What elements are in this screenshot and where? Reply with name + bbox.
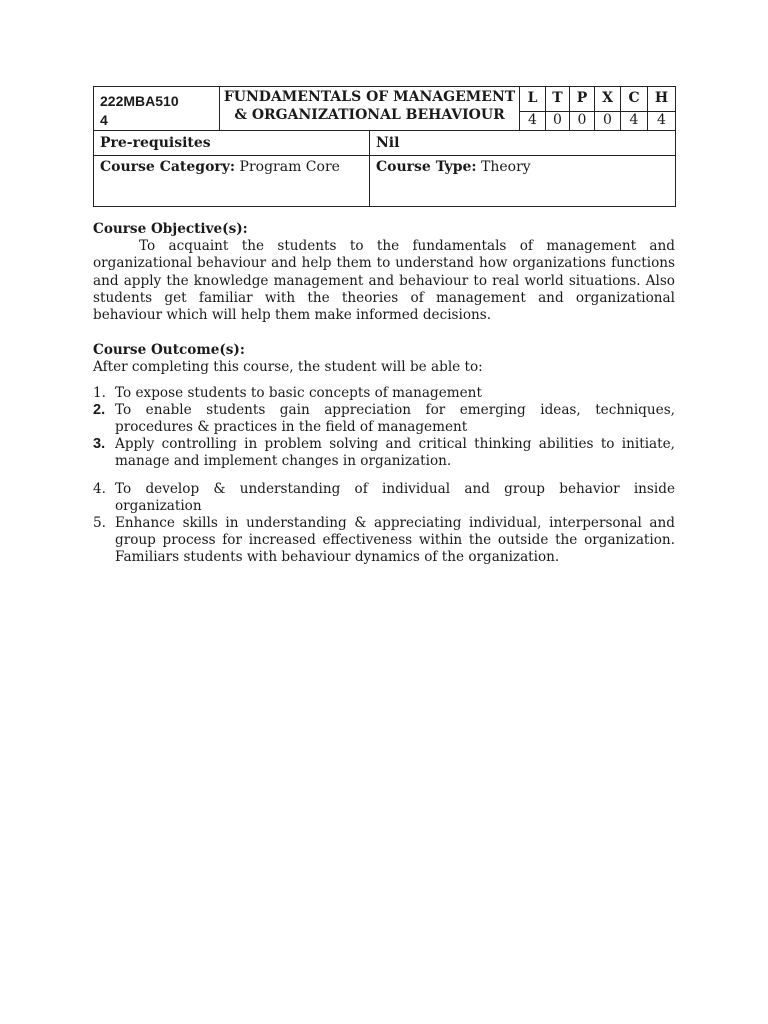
list-item — [93, 385, 675, 402]
course-category-label: Course Category: — [100, 159, 236, 175]
course-code — [94, 87, 220, 131]
course-type-value: Theory — [476, 159, 531, 175]
course-outcome-heading: Course Outcome(s): — [93, 342, 245, 359]
list-item-number: 3. — [93, 436, 106, 453]
list-item-text: Apply controlling in problem solving and critical thinking abilities to initiate, manage and implement changes in organization. — [115, 436, 675, 470]
ltp-label-c: C — [621, 87, 648, 112]
ltp-value-p: 0 — [570, 112, 595, 131]
ltp-label-l: L — [520, 87, 546, 112]
course-outcome-section — [93, 342, 675, 566]
list-item — [93, 402, 675, 436]
course-title-line1: FUNDAMENTALS OF MANAGEMENT — [223, 89, 516, 105]
ltp-label-h: H — [648, 87, 676, 112]
ltp-value-x: 0 — [595, 112, 621, 131]
list-item-text: To expose students to basic concepts of management — [115, 384, 482, 401]
course-header-table — [93, 86, 676, 207]
list-item-number: 5. — [93, 515, 106, 532]
course-code-line1: 222MBA510 — [100, 93, 179, 109]
course-outcome-intro: After completing this course, the student will be able to: — [93, 359, 483, 376]
course-code-line2: 4 — [100, 112, 108, 128]
course-objective-text: To acquaint the students to the fundamentals of management and organizational behaviour and help them to understand how organizations functions and apply the knowledge management and behaviour to real world situations. Also students get familiar with the theories of management and organizational behaviour which will help them make informed decisions. — [93, 238, 675, 324]
ltp-label-x: X — [595, 87, 621, 112]
course-title-line2: & ORGANIZATIONAL BEHAVIOUR — [234, 106, 505, 123]
prerequisites-value: Nil — [370, 131, 676, 156]
list-item-number: 1. — [93, 384, 106, 401]
list-item-text: To enable students gain appreciation for emerging ideas, techniques, procedures & practices in the field of management — [115, 401, 675, 436]
list-item — [93, 515, 675, 567]
ltp-value-c: 4 — [621, 112, 648, 131]
list-item-text: Enhance skills in understanding & appreciating individual, interpersonal and group process for increased effectiveness within the outside the organization. Familiars students with behaviour dynamics of the organization. — [115, 515, 675, 566]
course-objective-heading: Course Objective(s): — [93, 221, 248, 237]
course-category-value: Program Core — [235, 159, 340, 175]
prerequisites-label: Pre-requisites — [94, 131, 370, 156]
list-item-number: 2. — [93, 401, 106, 418]
ltp-value-l: 4 — [520, 112, 546, 131]
course-category — [94, 156, 370, 207]
syllabus-page — [93, 86, 675, 567]
list-item — [93, 436, 675, 470]
list-item-number: 4. — [93, 480, 106, 497]
course-type — [370, 156, 676, 207]
ltp-label-t: T — [546, 87, 570, 112]
ltp-value-h: 4 — [648, 112, 676, 131]
course-type-label: Course Type: — [376, 159, 477, 175]
ltp-value-t: 0 — [546, 112, 570, 131]
course-title — [220, 87, 520, 131]
course-outcome-list — [93, 385, 675, 567]
list-item-text: To develop & understanding of individual and group behavior inside organization — [115, 480, 675, 514]
list-item — [93, 481, 675, 515]
ltp-label-p: P — [570, 87, 595, 112]
course-objective-section — [93, 221, 675, 324]
